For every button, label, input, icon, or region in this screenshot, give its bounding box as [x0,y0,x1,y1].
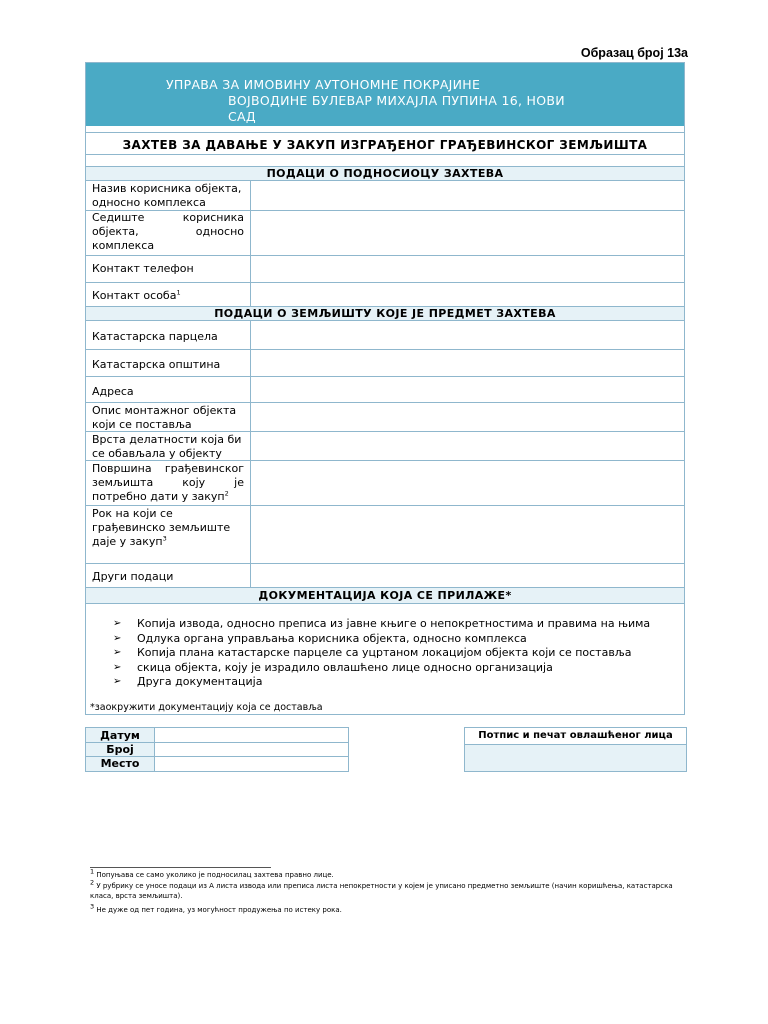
field-label-lease-term: Рок на који се грађевинско земљиште даје у закуп$^3$ [92,507,231,548]
field-label-contact-person: Контакт особа$^1$ [92,288,181,302]
field-label-land-area: Површина грађевинског земљишта коју је потребно дати у закуп$^2$ [92,462,244,503]
header-line-1: УПРАВА ЗА ИМОВИНУ АУТОНОМНЕ ПОКРАЈИНЕ [166,77,481,92]
number-label: Број [106,743,134,756]
input-activity-type[interactable] [251,432,684,460]
field-label-user-name: Назив корисника објекта, односно комплекса [92,182,242,209]
date-field[interactable] [155,728,348,742]
field-label-address: Адреса [92,385,134,398]
form-number: Образац број 13а [580,46,688,60]
docs-section-title: ДОКУМЕНТАЦИЈА КОЈА СЕ ПРИЛАЖЕ* [258,589,512,602]
place-label: Место [100,757,140,770]
list-item[interactable]: ➢ Друга документација [113,675,263,688]
field-label-other-data: Други подаци [92,570,174,583]
applicant-section-title: ПОДАЦИ О ПОДНОСИОЦУ ЗАХТЕВА [266,167,504,180]
field-label-phone: Контакт телефон [92,262,194,275]
header-line-3: САД [228,109,256,124]
request-title: ЗАХТЕВ ЗА ДАВАЊЕ У ЗАКУП ИЗГРАЂЕНОГ ГРАЂЕВИНСКОГ ЗЕМЉИШТА [122,138,648,152]
number-field[interactable] [155,743,348,756]
divider [86,603,684,604]
input-object-description[interactable] [251,403,684,431]
list-item[interactable]: ➢ Одлука органа управљања корисника објекта, односно комплекса [113,631,527,645]
arrow-bullet-icon: ➢ [113,632,122,644]
place-field[interactable] [155,757,348,771]
footnote-separator [90,867,271,868]
footnote-mark-2: 2 [224,489,229,498]
input-land-area[interactable] [251,461,684,505]
input-other-data[interactable] [251,564,684,587]
arrow-bullet-icon: ➢ [113,661,122,673]
arrow-bullet-icon: ➢ [113,618,122,629]
arrow-bullet-icon: ➢ [113,647,122,658]
signature-label: Потпис и печат овлашћеног лица [478,730,673,741]
footnote-mark-3: 3 [162,534,167,543]
input-cadastral-parcel[interactable] [251,321,684,349]
list-item[interactable]: ➢ скица објекта, коју је израдило овлашћено лице односно организација [113,660,553,674]
footnote-mark-1: 1 [176,288,181,297]
authority-header [86,63,684,126]
input-user-name[interactable] [251,181,684,210]
docs-note: *заокружити документацију која се доставља [90,702,323,713]
input-cadastral-municipality[interactable] [251,350,684,376]
docs-list [113,617,683,690]
input-phone[interactable] [251,256,684,282]
land-section-title: ПОДАЦИ О ЗЕМЉИШТУ КОЈЕ ЈЕ ПРЕДМЕТ ЗАХТЕВА [214,307,556,320]
footnote-3: $^3$ Не дуже од пет година, уз могућност продужења по истеку рока. [90,902,342,914]
list-item[interactable]: ➢ Копија извода, односно преписа из јавне књиге о непокретностима и правима на њима [113,617,651,630]
signature-field[interactable] [465,745,686,771]
input-user-seat[interactable] [251,211,684,255]
input-lease-term[interactable] [251,506,684,563]
footnote-2: $^2$ У рубрику се уносе подаци из А листа извода или преписа листа непокретности у којем је уписано предметно земљиште (начин коришћења, катастарска класа, врста земљишта). [90,878,673,900]
footnote-1: $^1$ Попуњава се само уколико је подносилац захтева правно лице. [90,867,334,879]
input-address[interactable] [251,377,684,402]
field-label-activity-type: Врста делатности која би се обављала у објекту [92,433,242,460]
divider [86,154,684,155]
field-label-cadastral-parcel: Катастарска парцела [92,330,218,343]
field-label-object-description: Опис монтажног објекта који се поставља [92,404,237,431]
field-label-user-seat: Седиште корисника објекта, односно комплекса [92,211,244,252]
arrow-bullet-icon: ➢ [113,676,122,687]
input-contact-person[interactable] [251,283,684,306]
field-label-cadastral-municipality: Катастарска општина [92,358,221,371]
list-item[interactable]: ➢ Копија плана катастарске парцеле са уцртаном локацијом објекта који се поставља [113,646,632,659]
date-label: Датум [100,729,140,742]
header-line-2: ВОЈВОДИНЕ БУЛЕВАР МИХАЈЛА ПУПИНА 16, НОВИ [228,93,565,108]
